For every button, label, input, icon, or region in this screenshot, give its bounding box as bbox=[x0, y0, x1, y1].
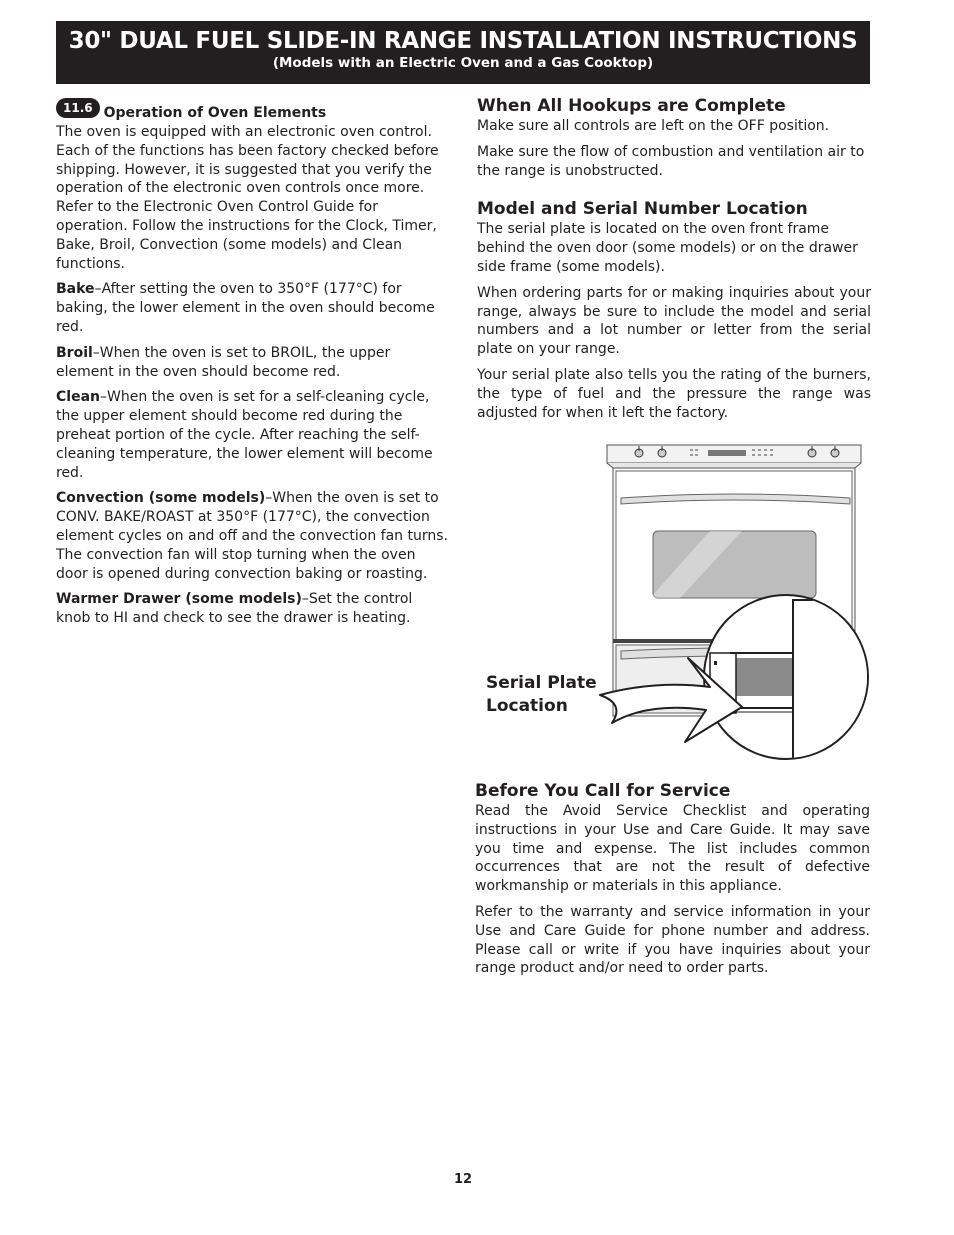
serial-heading: Model and Serial Number Location bbox=[477, 199, 808, 220]
left-column bbox=[56, 103, 450, 635]
item-bake bbox=[56, 280, 450, 336]
item-text: –After setting the oven to 350°F (177°C) for baking, the lower element in the oven should become red. bbox=[56, 281, 435, 335]
service-section bbox=[475, 781, 870, 985]
section-number-badge: 11.6 bbox=[56, 98, 100, 118]
item-text: –Set the control knob to HI and check to see the drawer is heating. bbox=[56, 591, 413, 627]
item-term: Broil bbox=[56, 344, 93, 361]
page-number: 12 bbox=[453, 1172, 473, 1187]
item-convection bbox=[56, 489, 450, 583]
page-title: 30" DUAL FUEL SLIDE-IN RANGE INSTALLATION INSTRUCTIONS bbox=[68, 28, 858, 54]
item-term: Convection (some models) bbox=[56, 490, 266, 507]
serial-plate-label bbox=[486, 672, 616, 718]
item-warmer-drawer bbox=[56, 590, 450, 628]
serial-paragraph-1: The serial plate is located on the oven front frame behind the oven door (some models) or on the drawer side frame (some models). bbox=[477, 221, 858, 275]
item-text: –When the oven is set to CONV. BAKE/ROAST at 350°F (177°C), the convection element cycles on and off and the convection fan turns. The convection fan will stop turning when the oven door is opened during convection baking or roasting. bbox=[56, 490, 448, 582]
service-paragraph-1: Read the Avoid Service Checklist and operating instructions in your Use and Care Guide. It may save you time and expense. The list includes common occurrences that are not the result of defective workmanship or materials in this appliance. bbox=[475, 803, 870, 895]
item-term: Warmer Drawer (some models) bbox=[56, 591, 302, 608]
item-text: –When the oven is set to BROIL, the upper element in the oven should become red. bbox=[56, 344, 391, 380]
page-subtitle: (Models with an Electric Oven and a Gas Cooktop) bbox=[272, 55, 654, 71]
item-clean bbox=[56, 388, 450, 482]
label-line-1: Serial Plate bbox=[486, 673, 597, 693]
serial-paragraph-2: When ordering parts for or making inquiries about your range, always be sure to include the model and serial numbers and a lot number or letter from the serial plate on your range. bbox=[477, 284, 871, 358]
hookups-heading: When All Hookups are Complete bbox=[477, 96, 786, 116]
hookups-paragraph-2: Make sure the flow of combustion and ventilation air to the range is unobstructed. bbox=[477, 143, 865, 179]
section-title: Operation of Oven Elements bbox=[103, 105, 327, 121]
item-text: –When the oven is set for a self-cleaning cycle, the upper element should become red during the preheat portion of the cycle. After reaching the self-cleaning temperature, the lower element will become red. bbox=[56, 389, 433, 481]
item-broil bbox=[56, 344, 450, 382]
serial-paragraph-3: Your serial plate also tells you the rating of the burners, the type of fuel and the pressure the range was adjusted for when it left the factory. bbox=[477, 366, 871, 421]
label-line-2: Location bbox=[486, 696, 568, 716]
intro-paragraph: The oven is equipped with an electronic oven control. Each of the functions has been factory checked before shipping. However, it is suggested that you verify the operation of the electronic oven controls once more. Refer to the Electronic Oven Control Guide for operation. Follow the instructions for the Clock, Timer, Bake, Broil, Convection (some models) and Clean functions. bbox=[56, 124, 439, 272]
section-heading bbox=[56, 103, 450, 123]
item-term: Bake bbox=[56, 281, 95, 298]
service-paragraph-2: Refer to the warranty and service information in your Use and Care Guide for phone number and address. Please call or write if you have inquiries about your range product and/or need to order parts. bbox=[475, 903, 870, 977]
hookups-paragraph-1: Make sure all controls are left on the OFF position. bbox=[477, 118, 830, 134]
right-column bbox=[477, 96, 871, 429]
page-header bbox=[56, 21, 870, 84]
item-term: Clean bbox=[56, 389, 100, 406]
service-heading: Before You Call for Service bbox=[475, 781, 731, 801]
